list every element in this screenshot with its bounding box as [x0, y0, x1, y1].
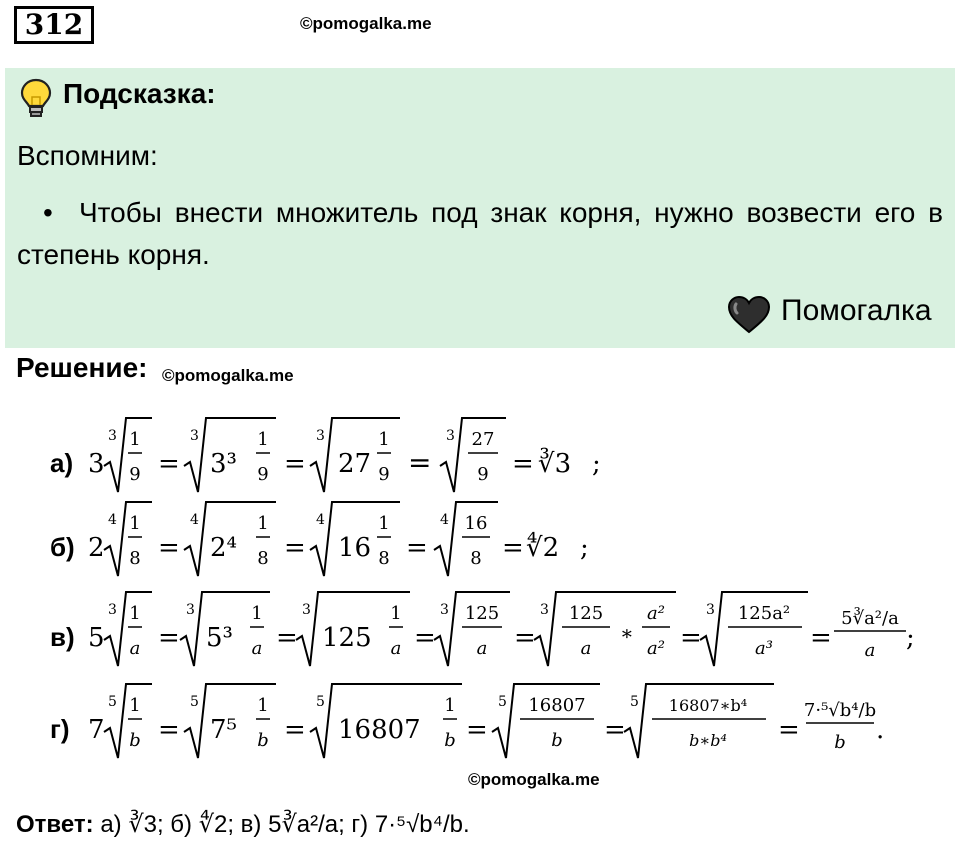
row-label: а)	[50, 448, 74, 478]
row-label: б)	[50, 532, 75, 562]
svg-text:=: =	[810, 623, 832, 653]
svg-text:5: 5	[498, 694, 507, 710]
svg-text:a²: a²	[647, 638, 665, 659]
svg-text:4: 4	[440, 512, 449, 528]
watermark-top: ©pomogalka.me	[300, 14, 432, 33]
inner-power: 5³	[206, 623, 233, 653]
svg-text:1: 1	[257, 429, 269, 450]
root-index: 4	[108, 512, 117, 528]
svg-text:16807: 16807	[338, 715, 421, 745]
svg-text:3: 3	[316, 428, 325, 444]
hint-bullet-text: Чтобы внести множитель под знак корня, нужно возвести его в степень корня.	[17, 197, 943, 270]
svg-text:a: a	[580, 638, 592, 659]
svg-text:=: =	[158, 715, 180, 745]
svg-text:8: 8	[378, 548, 390, 569]
watermark-bottom: ©pomogalka.me	[468, 770, 600, 789]
root-index: 3	[108, 602, 117, 618]
hint-recall: Вспомним:	[17, 140, 158, 171]
svg-text:=: =	[284, 533, 306, 563]
svg-text:=: =	[502, 533, 524, 563]
svg-text:a: a	[251, 638, 263, 659]
answer-label: Ответ:	[16, 811, 94, 838]
fraction-den: a	[476, 638, 488, 659]
svg-text:=: =	[414, 623, 436, 653]
coef: 2	[88, 533, 105, 563]
svg-text:;: ;	[906, 623, 915, 653]
svg-text:16807∗b⁴: 16807∗b⁴	[668, 696, 748, 715]
svg-text:1: 1	[378, 429, 390, 450]
svg-text:3: 3	[190, 428, 199, 444]
svg-text:5: 5	[630, 694, 639, 710]
row-label: в)	[50, 622, 75, 652]
coef: 3	[88, 449, 105, 479]
svg-text:4: 4	[190, 512, 199, 528]
svg-text:=: =	[276, 623, 298, 653]
svg-text:=: =	[284, 449, 306, 479]
svg-text:9: 9	[378, 464, 390, 485]
svg-text:a²: a²	[647, 603, 665, 624]
svg-text:=: =	[466, 715, 488, 745]
svg-text:27: 27	[338, 449, 372, 479]
svg-text:=: =	[512, 449, 534, 479]
svg-text:b: b	[129, 730, 141, 751]
svg-text:;: ;	[592, 449, 601, 479]
svg-text:=: =	[604, 715, 626, 745]
svg-text:b∗b⁴: b∗b⁴	[689, 731, 727, 750]
svg-text:=: =	[680, 623, 702, 653]
svg-text:b: b	[257, 730, 269, 751]
svg-text:=: =	[284, 715, 306, 745]
fraction-den: 9	[477, 464, 489, 485]
svg-text:1: 1	[444, 695, 456, 716]
solution-label: Решение:	[16, 352, 148, 383]
svg-text:3: 3	[302, 602, 311, 618]
svg-text:=: =	[158, 623, 180, 653]
svg-text:1: 1	[257, 695, 269, 716]
svg-text:8: 8	[257, 548, 269, 569]
svg-text:=: =	[408, 446, 432, 479]
row-g	[50, 684, 884, 758]
svg-text:=: =	[158, 533, 180, 563]
svg-text:b: b	[834, 732, 846, 753]
svg-text:5: 5	[190, 694, 199, 710]
svg-text:=: =	[158, 449, 180, 479]
row-a	[50, 418, 601, 492]
svg-text:1: 1	[390, 603, 402, 624]
fraction-num: 16	[464, 513, 488, 534]
fraction-num: 16807	[528, 695, 586, 716]
svg-text:1: 1	[129, 603, 141, 624]
svg-text:3: 3	[446, 428, 455, 444]
hint-signature: Помогалка	[781, 294, 932, 327]
inner-power: 2⁴	[210, 533, 237, 563]
row-v	[50, 592, 915, 666]
svg-text:=: =	[514, 623, 536, 653]
svg-text:125: 125	[568, 603, 604, 624]
fraction-den: 8	[470, 548, 482, 569]
svg-text:3: 3	[440, 602, 449, 618]
watermark-solution: ©pomogalka.me	[162, 366, 294, 385]
svg-text:16: 16	[338, 533, 372, 563]
svg-text:5: 5	[316, 694, 325, 710]
inner-power: 3³	[210, 449, 237, 479]
row-b	[50, 502, 589, 576]
svg-text:4: 4	[316, 512, 325, 528]
svg-text:125: 125	[322, 623, 372, 653]
inner-power: 7⁵	[210, 715, 237, 745]
row-result: ∜2	[526, 533, 560, 563]
svg-text:;: ;	[580, 533, 589, 563]
problem-number: 312	[14, 6, 94, 44]
svg-text:9: 9	[257, 464, 269, 485]
root-index: 5	[108, 694, 117, 710]
svg-text:∗: ∗	[620, 621, 634, 645]
svg-text:9: 9	[129, 464, 141, 485]
svg-text:=: =	[406, 533, 428, 563]
fraction-num: 125	[464, 603, 500, 624]
svg-text:3: 3	[540, 602, 549, 618]
svg-text:125a²: 125a²	[737, 603, 791, 624]
svg-text:8: 8	[129, 548, 141, 569]
svg-text:3: 3	[186, 602, 195, 618]
root-index: 3	[108, 428, 117, 444]
row-result: 7·⁵√b⁴/b	[803, 700, 877, 721]
coef: 5	[88, 623, 105, 653]
fraction-den: b	[551, 730, 563, 751]
svg-text:1: 1	[129, 695, 141, 716]
svg-text:1: 1	[251, 603, 263, 624]
svg-text:b: b	[444, 730, 456, 751]
svg-text:=: =	[778, 715, 800, 745]
svg-text:a: a	[129, 638, 141, 659]
row-label: г)	[50, 714, 70, 744]
svg-text:1: 1	[129, 429, 141, 450]
row-result: ∛3	[538, 449, 572, 479]
fraction-num: 27	[471, 429, 495, 450]
answer-text: а) ∛3; б) ∜2; в) 5∛a²/a; г) 7·⁵√b⁴/b.	[100, 811, 470, 838]
coef: 7	[88, 715, 105, 745]
svg-text:1: 1	[129, 513, 141, 534]
svg-text:a³: a³	[755, 638, 773, 659]
answer-line	[16, 810, 470, 839]
row-result: 5∛a²/a	[841, 608, 899, 629]
svg-text:3: 3	[706, 602, 715, 618]
svg-text:a: a	[390, 638, 402, 659]
hint-title: Подсказка:	[63, 78, 216, 109]
svg-text:a: a	[864, 640, 876, 661]
svg-text:1: 1	[378, 513, 390, 534]
hint-bullet: • Чтобы внести множитель под знак корня, нужно возвести его в степень корня.	[17, 197, 943, 270]
svg-text:1: 1	[257, 513, 269, 534]
svg-text:.: .	[876, 715, 885, 745]
